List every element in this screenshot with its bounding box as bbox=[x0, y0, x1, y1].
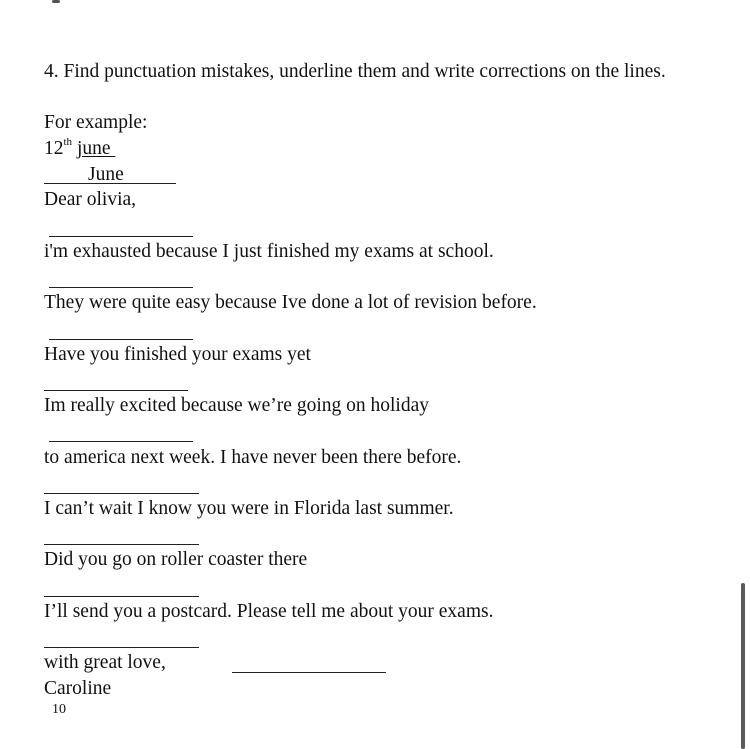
answer-line-7[interactable] bbox=[44, 544, 199, 545]
example-date bbox=[44, 137, 115, 161]
scan-mark bbox=[52, 0, 60, 3]
letter-line-3: Have you finished your exams yet bbox=[44, 344, 311, 365]
example-line-left bbox=[44, 163, 88, 184]
letter-line-8: I’ll send you a postcard. Please tell me about your exams. bbox=[44, 601, 494, 622]
answer-line-8[interactable] bbox=[44, 596, 199, 597]
example-label: For example: bbox=[44, 112, 148, 133]
letter-line-6: I can’t wait I know you were in Florida last summer. bbox=[44, 498, 454, 519]
scrollbar[interactable] bbox=[741, 583, 745, 749]
letter-greeting: Dear olivia, bbox=[44, 189, 137, 210]
letter-line-5: to america next week. I have never been there before. bbox=[44, 447, 462, 468]
example-suffix: th bbox=[63, 136, 73, 148]
answer-line-3[interactable] bbox=[49, 339, 193, 340]
letter-line-7: Did you go on roller coaster there bbox=[44, 549, 308, 570]
letter-signature: Caroline bbox=[44, 678, 112, 699]
exercise-instruction: 4. Find punctuation mistakes, underline them and write corrections on the lines. bbox=[44, 61, 666, 82]
answer-line-6[interactable] bbox=[44, 493, 199, 494]
example-correction-line bbox=[44, 163, 176, 187]
answer-line-5[interactable] bbox=[49, 441, 193, 442]
example-underline-space bbox=[111, 138, 116, 159]
answer-line-9[interactable] bbox=[44, 647, 199, 648]
letter-closing: with great love, bbox=[44, 652, 166, 673]
letter-line-2: They were quite easy because Ive done a lot of revision before. bbox=[44, 292, 537, 313]
page-number: 10 bbox=[52, 702, 66, 717]
example-wrong-word: june bbox=[76, 138, 111, 159]
example-line-right bbox=[124, 163, 176, 184]
letter-line-4: Im really excited because we’re going on holiday bbox=[44, 395, 429, 416]
example-number: 12 bbox=[44, 138, 64, 159]
letter-line-1: i'm exhausted because I just finished my exams at school. bbox=[44, 241, 494, 262]
answer-line-4[interactable] bbox=[44, 390, 188, 391]
answer-line-2[interactable] bbox=[49, 287, 193, 288]
example-correction: June bbox=[88, 164, 124, 185]
answer-line-1[interactable] bbox=[49, 236, 193, 237]
answer-line-10[interactable] bbox=[232, 672, 386, 673]
